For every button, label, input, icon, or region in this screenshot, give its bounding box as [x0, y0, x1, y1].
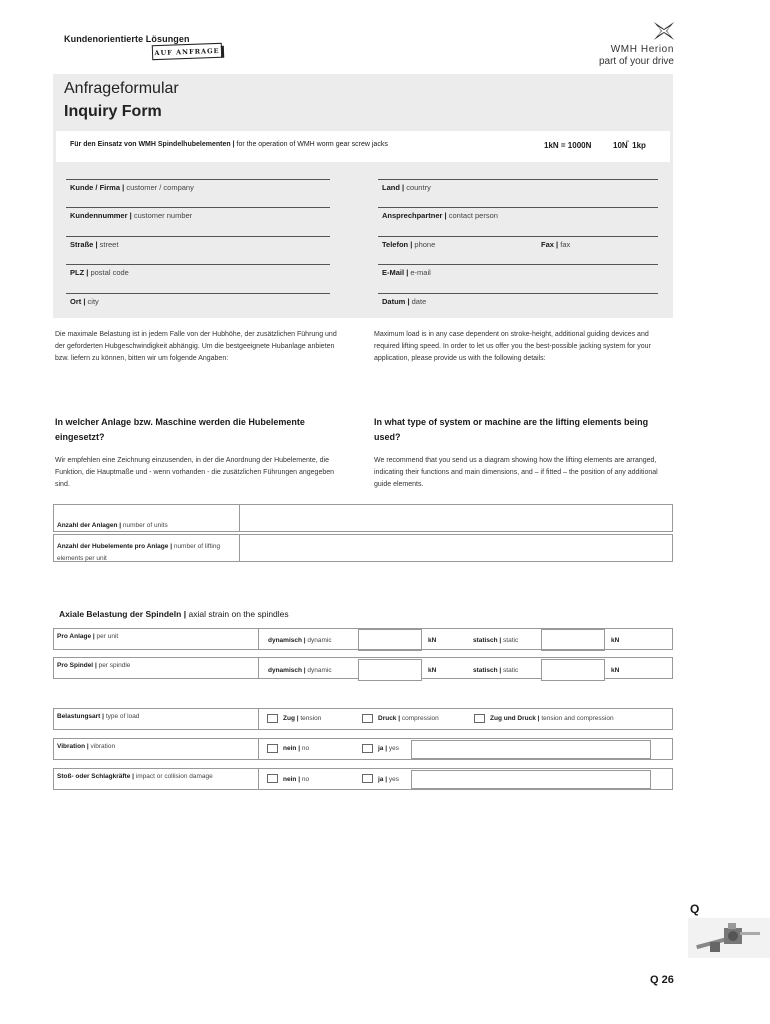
- per-spindle-dynamic-unit: kN: [428, 667, 437, 674]
- street-label: Straße | street: [70, 240, 119, 249]
- compression-checkbox[interactable]: [362, 714, 373, 723]
- tension-compression-checkbox[interactable]: [474, 714, 485, 723]
- email-label: E-Mail | e-mail: [382, 268, 431, 277]
- axial-title: Axiale Belastung der Spindeln | axial strain on the spindles: [59, 609, 289, 619]
- impact-yes-checkbox[interactable]: [362, 774, 373, 783]
- tension-label: Zug | tension: [283, 715, 322, 722]
- form-title-en: Inquiry Form: [64, 103, 162, 120]
- phone-label: Telefon | phone: [382, 240, 436, 249]
- customer-label: Kunde / Firma | customer / company: [70, 183, 194, 192]
- customer-number-field[interactable]: [66, 207, 330, 208]
- impact-yes-label: ja | yes: [378, 776, 399, 783]
- operation-text: Für den Einsatz von WMH Spindelhubelementen | for the operation of WMH worm gear screw jacks: [70, 141, 388, 148]
- per-unit-row-frame: [259, 628, 673, 650]
- customer-number-label: Kundennummer | customer number: [70, 211, 193, 220]
- per-unit-static-label: statisch | static: [473, 637, 519, 644]
- email-field[interactable]: [378, 264, 658, 265]
- per-unit-dynamic-unit: kN: [428, 637, 437, 644]
- units-count-label: Anzahl der Anlagen | number of units: [53, 504, 240, 532]
- load-type-label: Belastungsart | type of load: [53, 708, 259, 730]
- units-count-input[interactable]: [239, 504, 673, 532]
- header-subtitle: Kundenorientierte Lösungen: [64, 34, 190, 44]
- contact-field[interactable]: [378, 207, 658, 208]
- street-field[interactable]: [66, 236, 330, 237]
- unit-conversion-kn: 1kN = 1000N: [544, 141, 592, 150]
- section-tab-letter: Q: [690, 902, 700, 916]
- postal-label: PLZ | postal code: [70, 268, 129, 277]
- question-en: In what type of system or machine are the lifting elements being used?: [374, 417, 649, 442]
- brand-name: WMH Herion: [610, 44, 674, 55]
- phone-field[interactable]: [378, 236, 658, 237]
- per-spindle-static-input[interactable]: [541, 659, 605, 681]
- city-field[interactable]: [66, 293, 330, 294]
- country-label: Land | country: [382, 183, 431, 192]
- screw-jack-thumbnail: [688, 918, 770, 958]
- vibration-details-input[interactable]: [411, 740, 651, 759]
- page-number: Q 26: [650, 974, 674, 986]
- date-field[interactable]: [378, 293, 658, 294]
- per-unit-label: Pro Anlage | per unit: [53, 628, 259, 650]
- per-spindle-dynamic-input[interactable]: [358, 659, 422, 681]
- elements-per-unit-label: Anzahl der Hubelemente pro Anlage | number of lifting elements per unit: [53, 534, 240, 562]
- hint-de: Wir empfehlen eine Zeichnung einzusenden, in der die Anordnung der Hubelemente, die Funktion, die Hauptmaße und - wenn vorhanden - die zusätzlichen Führungen angegeben sind.: [55, 457, 335, 488]
- per-spindle-dynamic-label: dynamisch | dynamic: [268, 667, 332, 674]
- vibration-no-checkbox[interactable]: [267, 744, 278, 753]
- screw-jack-thumbnail-icon: [688, 918, 770, 958]
- tension-checkbox[interactable]: [267, 714, 278, 723]
- contact-label: Ansprechpartner | contact person: [382, 211, 498, 220]
- elements-per-unit-input[interactable]: [239, 534, 673, 562]
- postal-field[interactable]: [66, 264, 330, 265]
- per-unit-static-unit: kN: [611, 637, 620, 644]
- country-field[interactable]: [378, 179, 658, 180]
- tension-compression-label: Zug und Druck | tension and compression: [490, 715, 614, 722]
- date-label: Datum | date: [382, 297, 427, 306]
- vibration-yes-label: ja | yes: [378, 745, 399, 752]
- vibration-yes-checkbox[interactable]: [362, 744, 373, 753]
- vibration-no-label: nein | no: [283, 745, 310, 752]
- per-spindle-static-label: statisch | static: [473, 667, 519, 674]
- form-title-de: Anfrageformular: [64, 80, 179, 97]
- intro-en: Maximum load is in any case dependent on stroke-height, additional guiding devices and required lifting speed. In order to let us offer you the best-possible jacking system for your application, please provide us with the following details:: [374, 331, 651, 362]
- question-de: In welcher Anlage bzw. Maschine werden die Hubelemente eingesetzt?: [55, 417, 305, 442]
- per-spindle-label: Pro Spindel | per spindle: [53, 657, 259, 679]
- on-request-stamp: AUF ANFRAGE: [152, 43, 222, 60]
- impact-no-checkbox[interactable]: [267, 774, 278, 783]
- impact-no-label: nein | no: [283, 776, 310, 783]
- impact-label: Stoß- oder Schlagkräfte | impact or collision damage: [53, 768, 259, 790]
- unit-conversion-kp: 10N ̃ 1kp: [613, 141, 646, 150]
- herion-star-logo-icon: [652, 20, 676, 42]
- vibration-label: Vibration | vibration: [53, 738, 259, 760]
- hint-en: We recommend that you send us a diagram showing how the lifting elements are arranged, indicating their functions and main dimensions, and – if fitted – the position of any additional guide elements.: [374, 457, 658, 488]
- fax-label: Fax | fax: [541, 240, 571, 249]
- per-spindle-static-unit: kN: [611, 667, 620, 674]
- city-label: Ort | city: [70, 297, 99, 306]
- intro-de: Die maximale Belastung ist in jedem Falle von der Hubhöhe, der zusätzlichen Führung und der geforderten Hubgeschwindigkeit abhängig. Um die bestgeeignete Hubanlage anbieten bzw. liefern zu können, bitten wir um folgende Angaben:: [55, 331, 337, 362]
- impact-details-input[interactable]: [411, 770, 651, 789]
- customer-field[interactable]: [66, 179, 330, 180]
- per-unit-dynamic-label: dynamisch | dynamic: [268, 637, 332, 644]
- brand-tagline: part of your drive: [598, 56, 674, 67]
- compression-label: Druck | compression: [378, 715, 439, 722]
